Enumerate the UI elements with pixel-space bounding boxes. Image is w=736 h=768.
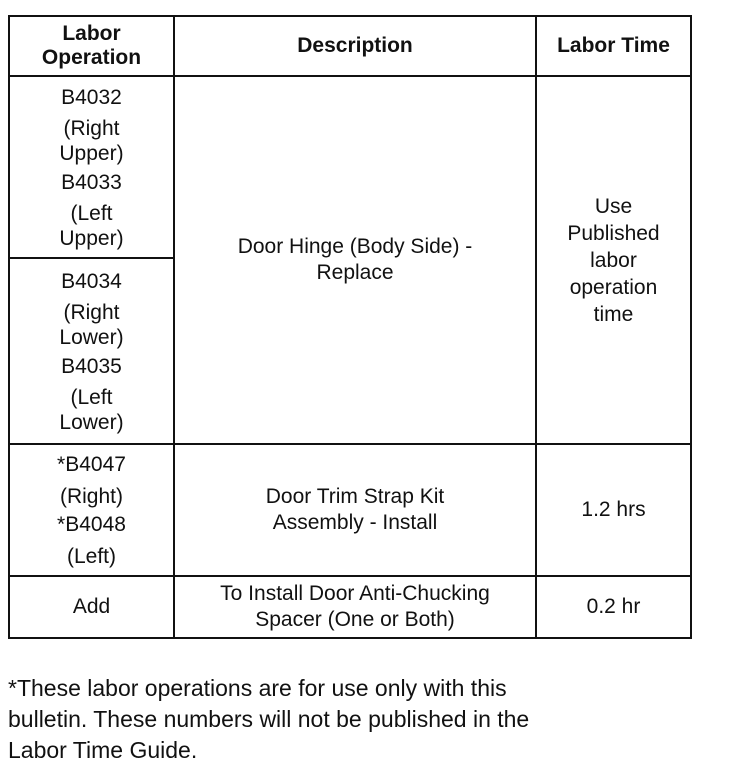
- table-row: [9, 576, 691, 638]
- labor-time-line: operation: [569, 275, 658, 299]
- description-cell: [174, 576, 536, 638]
- operation-side: [10, 385, 173, 435]
- operation-side-line: Lower): [59, 325, 124, 349]
- footnote-line: bulletin. These numbers will not be published in the: [8, 706, 530, 732]
- operation-side: [10, 300, 173, 350]
- header-labor-time: Labor Time: [536, 16, 691, 76]
- table-row: [9, 444, 691, 576]
- description-line: Door Trim Strap Kit: [265, 485, 445, 508]
- operation-side: (Left): [66, 544, 116, 568]
- labor-time-cell: 1.2 hrs: [536, 444, 691, 576]
- description-cell: [174, 444, 536, 576]
- labor-time-line: Published: [567, 221, 660, 245]
- description-line: Spacer (One or Both): [255, 608, 455, 631]
- table-header-row: [9, 16, 691, 76]
- header-labor-operation-line-2: Operation: [41, 46, 142, 69]
- description-cell: [174, 76, 536, 444]
- footnote: [8, 673, 708, 766]
- table-row: [9, 76, 691, 258]
- description-line: Assembly - Install: [272, 511, 438, 534]
- operation-side-line: Upper): [59, 141, 124, 165]
- labor-time-cell: 0.2 hr: [536, 576, 691, 638]
- operation-side-line: (Left: [70, 385, 113, 409]
- header-description: Description: [174, 16, 536, 76]
- operation-side: [10, 201, 173, 251]
- operation-side-line: (Right: [63, 116, 120, 140]
- labor-time-cell: [536, 76, 691, 444]
- operation-cell-upper: [9, 76, 174, 258]
- operation-side-line: Lower): [59, 410, 124, 434]
- operation-cell: [9, 444, 174, 576]
- labor-time-table: [8, 15, 692, 639]
- operation-side: [10, 116, 173, 166]
- operation-cell: Add: [9, 576, 174, 638]
- operation-side-line: Upper): [59, 226, 124, 250]
- labor-time-line: time: [593, 302, 634, 326]
- operation-code: *B4048: [57, 512, 126, 536]
- operation-side: (Right): [59, 484, 123, 508]
- operation-cell-lower: [9, 258, 174, 444]
- description-line: Replace: [316, 261, 394, 284]
- description-line: Door Hinge (Body Side) -: [237, 235, 473, 258]
- labor-time-line: labor: [590, 248, 637, 272]
- footnote-line: *These labor operations are for use only with this: [8, 675, 507, 701]
- labor-time-line: Use: [594, 194, 633, 218]
- footnote-line: Labor Time Guide.: [8, 737, 198, 763]
- operation-code: B4033: [61, 170, 122, 194]
- operation-code: *B4047: [57, 452, 126, 476]
- operation-code: B4032: [61, 85, 122, 109]
- operation-code: B4034: [61, 269, 122, 293]
- operation-code: B4035: [61, 354, 122, 378]
- header-labor-operation: [9, 16, 174, 76]
- description-line: To Install Door Anti-Chucking: [220, 582, 490, 605]
- operation-side-line: (Right: [63, 300, 120, 324]
- header-labor-operation-line-1: Labor: [62, 22, 121, 45]
- operation-side-line: (Left: [70, 201, 113, 225]
